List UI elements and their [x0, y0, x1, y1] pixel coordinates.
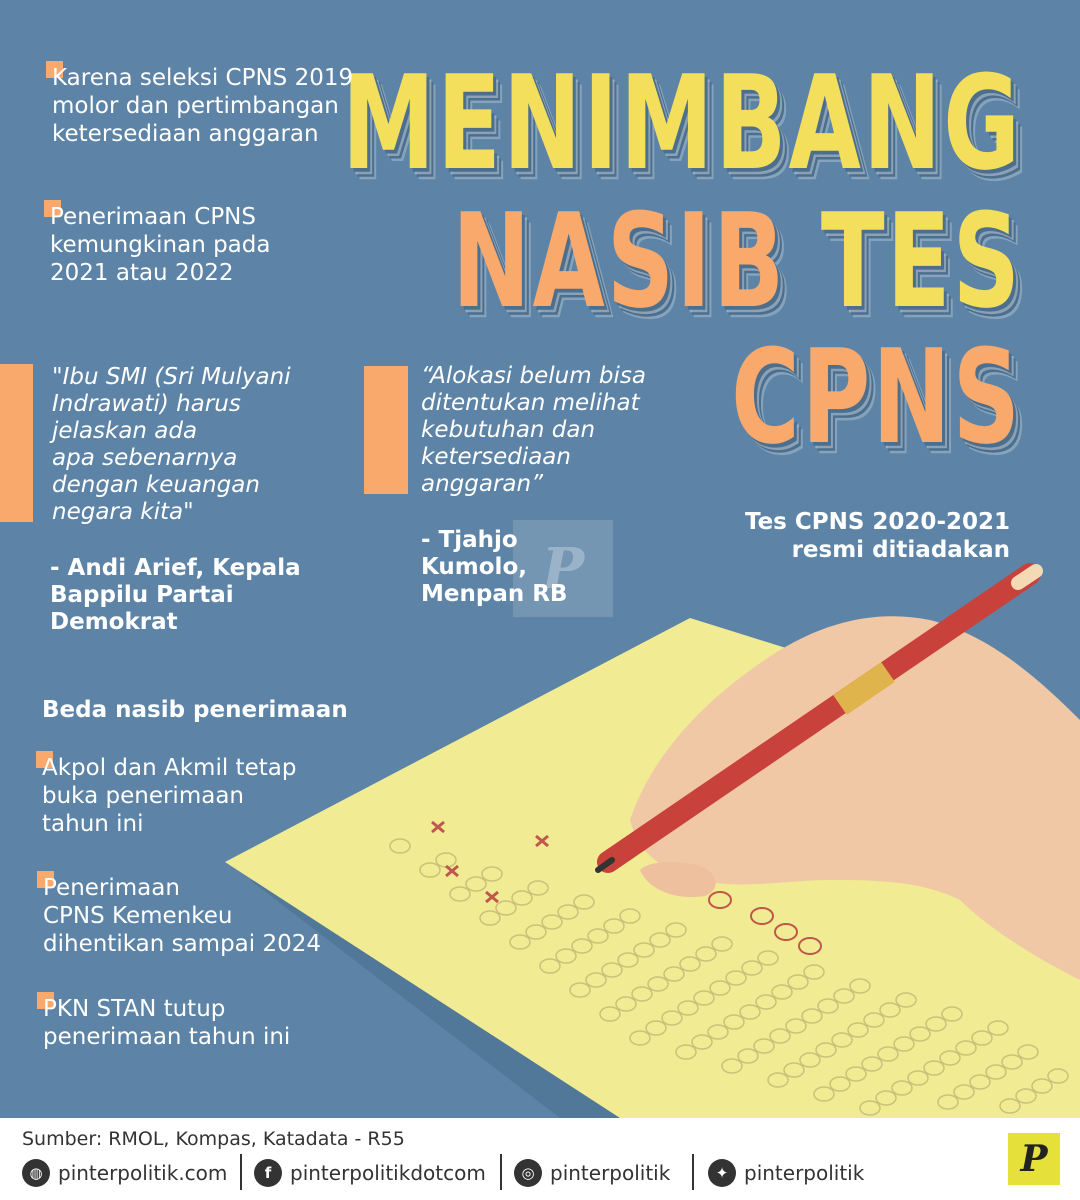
social-instagram[interactable] — [514, 1156, 670, 1190]
twitter-icon: ✦ — [708, 1159, 736, 1187]
title-word-nasib: NASIB — [452, 184, 787, 338]
pinterpolitik-logo[interactable]: P — [1008, 1133, 1060, 1185]
quote-author-andi-arief: - Andi Arief, Kepala Bappilu Partai Demokrat — [50, 555, 301, 635]
bullet-schedule: Penerimaan CPNS kemungkinan pada 2021 atau 2022 — [50, 203, 270, 287]
globe-icon: ◍ — [22, 1159, 50, 1187]
title-word-tes: TES — [820, 184, 1022, 338]
instagram-icon: ◎ — [514, 1159, 542, 1187]
footer-divider — [500, 1154, 502, 1190]
status-text: Tes CPNS 2020-2021 resmi ditiadakan — [744, 509, 1010, 563]
footer-divider — [240, 1154, 242, 1190]
source-text: Sumber: RMOL, Kompas, Katadata - R55 — [22, 1128, 405, 1150]
watermark-logo: P — [513, 520, 613, 617]
social-label: pinterpolitikdotcom — [290, 1161, 486, 1185]
social-label: pinterpolitik.com — [58, 1161, 228, 1185]
bullet-akpol-akmil: Akpol dan Akmil tetap buka penerimaan tahun ini — [42, 754, 296, 838]
footer-divider — [692, 1154, 694, 1190]
bullet-kemenkeu: Penerimaan CPNS Kemenkeu dihentikan sampai 2024 — [43, 874, 321, 958]
bullet-reason: Karena seleksi CPNS 2019 molor dan pertimbangan ketersediaan anggaran — [52, 64, 353, 148]
social-label: pinterpolitik — [550, 1161, 671, 1185]
bullet-pkn-stan: PKN STAN tutup penerimaan tahun ini — [43, 995, 290, 1051]
social-twitter[interactable] — [708, 1156, 864, 1190]
title-line-1: MENIMBANG — [341, 46, 1022, 200]
social-facebook[interactable] — [254, 1156, 486, 1190]
section-title: Beda nasib penerimaan — [42, 697, 348, 723]
title-line-2 — [452, 184, 1022, 338]
quote-bar-right — [364, 366, 408, 494]
social-website[interactable] — [22, 1156, 227, 1190]
facebook-icon: f — [254, 1159, 282, 1187]
quote-andi-arief: "Ibu SMI (Sri Mulyani Indrawati) harus jelaskan ada apa sebenarnya dengan keuangan negara kita" — [52, 364, 291, 525]
quote-tjahjo-kumolo: “Alokasi belum bisa ditentukan melihat kebutuhan dan ketersediaan anggaran” — [421, 363, 646, 497]
quote-bar-left — [0, 364, 33, 522]
title-line-3: CPNS — [731, 320, 1022, 474]
social-label: pinterpolitik — [744, 1161, 865, 1185]
quote-author-tjahjo-kumolo: - Tjahjo Kumolo, Menpan RB — [421, 527, 568, 607]
